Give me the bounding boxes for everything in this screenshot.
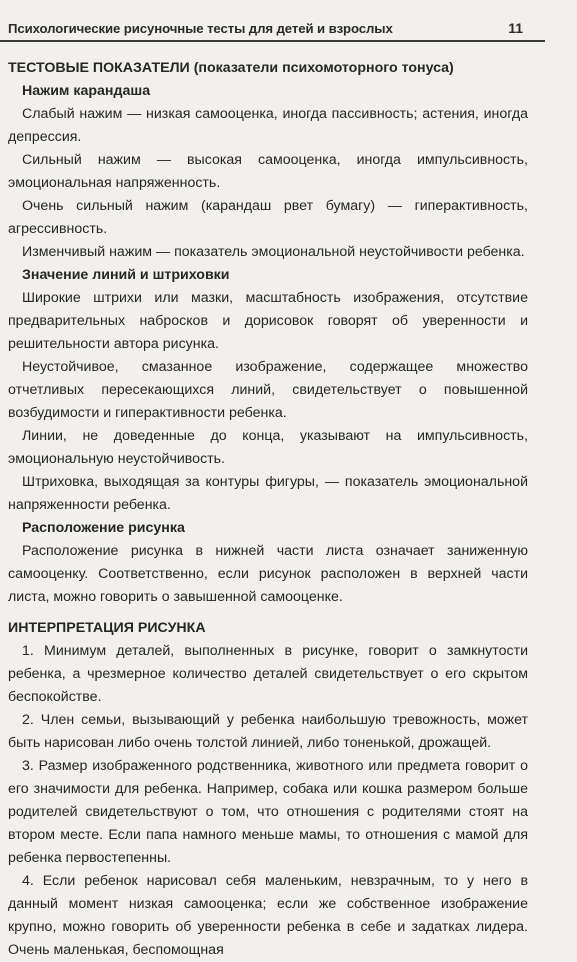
subheading-drawing-placement: Расположение рисунка [22, 520, 185, 536]
paragraph: Изменчивый нажим — показатель эмоциональной неустойчивости ребенка. [22, 244, 525, 260]
numbered-paragraph: 3. Размер изображенного родственника, животного или предмета говорит о его значимости для ребенка. Например, собака или кошка размером больше родителей свидетельствуют о том, что отношения с родителями стоят на втором месте. Если папа намного меньше мамы, то отношения с мамой для ребенка первостепенны. [8, 758, 528, 866]
running-header [0, 18, 545, 42]
numbered-paragraph: 4. Если ребенок нарисовал себя маленьким, невзрачным, то у него в данный момент низкая самооценка; если же собственное изображение крупно, можно говорить об уверенности ребенка в себе и задатках лидера. Очень маленькая, беспомощная [8, 873, 528, 958]
book-title: Психологические рисуночные тесты для детей и взрослых [8, 21, 393, 36]
page-body [8, 57, 528, 962]
paragraph: Штриховка, выходящая за контуры фигуры, — показатель эмоциональной напряженности ребенка. [8, 474, 528, 513]
paragraph: Расположение рисунка в нижней части листа означает заниженную самооценку. Соответственно, если рисунок расположен в верхней части листа, можно говорить о завышенной самооценке. [8, 543, 528, 605]
paragraph: Линии, не доведенные до конца, указывают на импульсивность, эмоциональную неустойчивость. [8, 428, 528, 467]
section-heading-test-indicators: ТЕСТОВЫЕ ПОКАЗАТЕЛИ (показатели психомоторного тонуса) [8, 60, 454, 76]
numbered-paragraph: 2. Член семьи, вызывающий у ребенка наибольшую тревожность, может быть нарисован либо очень толстой линией, либо тоненькой, дрожащей. [8, 712, 528, 751]
paragraph: Очень сильный нажим (карандаш рвет бумагу) — гиперактивность, агрессивность. [8, 198, 528, 237]
paragraph: Широкие штрихи или мазки, масштабность изображения, отсутствие предварительных набросков и дорисовок говорят об уверенности и решительности автора рисунка. [8, 290, 528, 352]
paragraph: Неустойчивое, смазанное изображение, содержащее множество отчетливых пересекающихся линий, свидетельствует о повышенной возбудимости и гиперактивности ребенка. [8, 359, 528, 421]
numbered-paragraph: 1. Минимум деталей, выполненных в рисунке, говорит о замкнутости ребенка, а чрезмерное количество деталей свидетельствует о его скрытом беспокойстве. [8, 643, 528, 705]
section-heading-interpretation: ИНТЕРПРЕТАЦИЯ РИСУНКА [8, 620, 206, 636]
page-number: 11 [508, 20, 523, 36]
paragraph: Слабый нажим — низкая самооценка, иногда пассивность; астения, иногда депрессия. [8, 106, 528, 145]
section-gap [8, 609, 528, 617]
subheading-pencil-pressure: Нажим карандаша [22, 83, 151, 99]
subheading-lines-and-hatching: Значение линий и штриховки [22, 267, 230, 283]
paragraph: Сильный нажим — высокая самооценка, иногда импульсивность, эмоциональная напряженность. [8, 152, 528, 191]
